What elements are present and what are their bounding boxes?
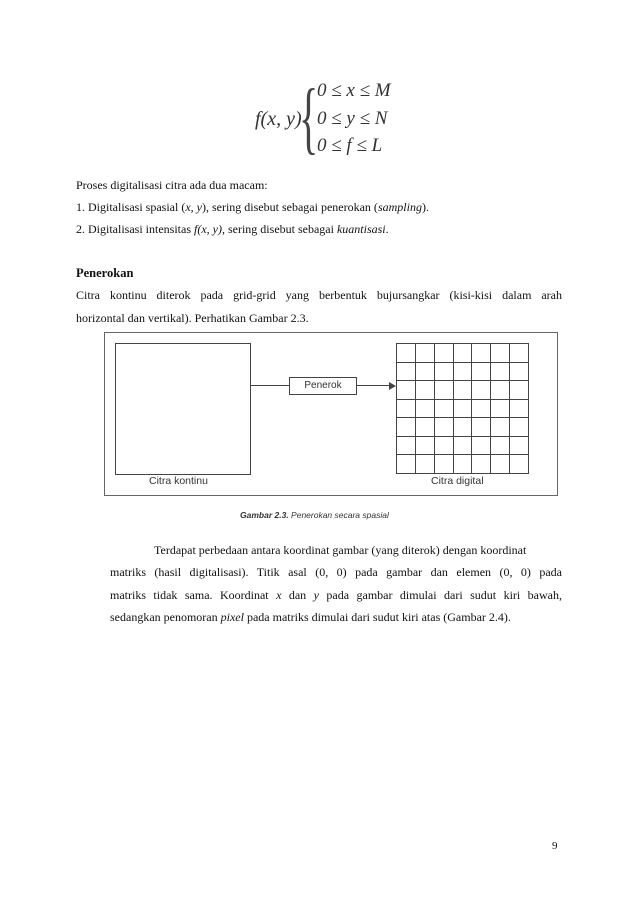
brace-icon: { — [299, 74, 319, 162]
arrow-line — [357, 385, 389, 386]
text-span: pada matriks dimulai dari sudut kiri atas (Gambar 2.4). — [243, 610, 511, 624]
list-prefix: 1. Digitalisasi spasial ( — [76, 200, 186, 214]
list-item — [76, 199, 429, 215]
digital-image-grid — [396, 343, 529, 474]
caption-number: Gambar 2.3. — [240, 510, 289, 520]
arrow-head-icon — [389, 382, 396, 390]
text-span: matriks tidak sama. Koordinat — [110, 588, 277, 602]
var-x: x — [276, 588, 282, 602]
list-em: sampling — [377, 200, 422, 214]
para2-line-2: matriks (hasil digitalisasi). Titik asal (0, 0) pada gambar dan elemen (0, 0) pada — [110, 565, 562, 579]
section-heading: Penerokan — [76, 266, 134, 280]
continuous-image-box — [115, 343, 251, 475]
em-pixel: pixel — [220, 610, 244, 624]
sampler-box: Penerok — [289, 377, 357, 395]
para2-line-3 — [110, 587, 562, 603]
formula-line-2: 0 ≤ y ≤ N — [317, 108, 388, 129]
figure-2-3 — [104, 332, 558, 496]
formula — [255, 74, 395, 162]
arrow-line — [250, 385, 289, 386]
formula-line-3: 0 ≤ f ≤ L — [317, 135, 383, 156]
right-label: Citra digital — [431, 475, 484, 487]
para2-line-1: Terdapat perbedaan antara koordinat gambar (yang diterok) dengan koordinat — [154, 543, 527, 557]
caption-text: Penerokan secara spasial — [291, 510, 389, 520]
left-label: Citra kontinu — [149, 475, 208, 487]
text-span: sedangkan penomoran — [110, 610, 221, 624]
text-span: pada gambar dimulai dari sudut kiri bawah, — [318, 588, 562, 602]
list-prefix: 2. Digitalisasi intensitas — [76, 222, 194, 236]
section-para-line-1: Citra kontinu diterok pada grid-grid yang berbentuk bujursangkar (kisi-kisi dalam arah — [76, 288, 562, 302]
section-para-line-2: horizontal dan vertikal). Perhatikan Gambar 2.3. — [76, 311, 309, 325]
list-em: kuantisasi — [336, 222, 386, 236]
var-y: y — [313, 588, 319, 602]
intro-text: Proses digitalisasi citra ada dua macam: — [76, 178, 268, 192]
para2-line-4 — [110, 609, 511, 625]
text-span: dan — [281, 588, 314, 602]
formula-line-1: 0 ≤ x ≤ M — [317, 80, 391, 101]
list-suffix: ). — [421, 200, 429, 214]
list-var: f(x, y) — [194, 222, 222, 236]
list-suffix: . — [385, 222, 389, 236]
list-var: x, y — [185, 200, 202, 214]
list-mid: , sering disebut sebagai — [221, 222, 337, 236]
page-number: 9 — [552, 840, 558, 852]
list-mid: ), sering disebut sebagai penerokan ( — [201, 200, 378, 214]
list-item — [76, 221, 389, 237]
formula-lhs: f(x, y) — [255, 108, 302, 130]
figure-caption — [240, 510, 389, 520]
